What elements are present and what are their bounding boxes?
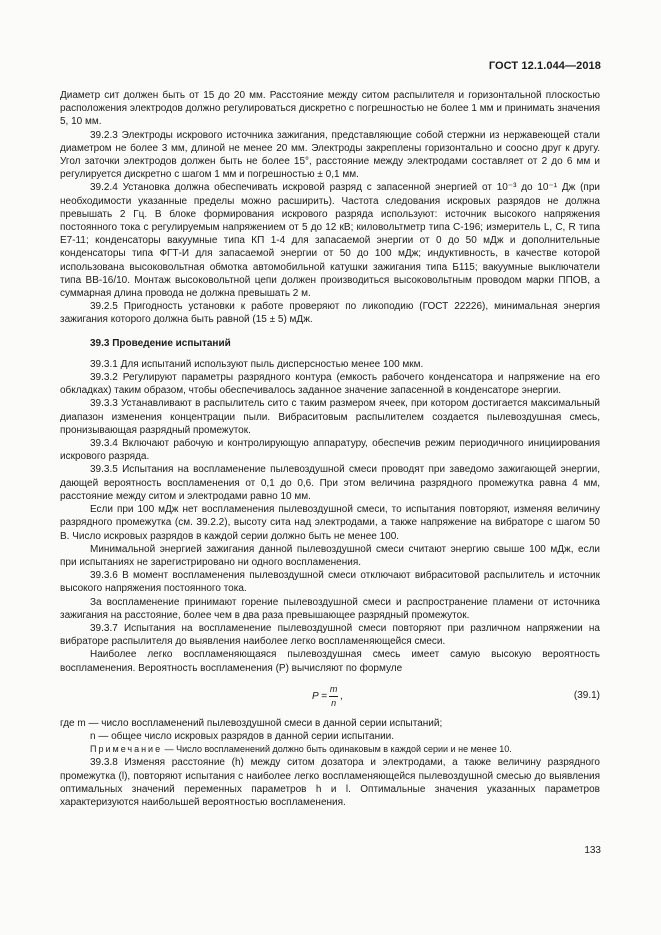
paragraph: Минимальной энергией зажигания данной пылевоздушной смеси считают энергию свыше 100 мДж, если при испытаниях не зарегистрировано ни одного воспламенения. — [60, 543, 600, 568]
formula-lhs: P = — [312, 690, 327, 702]
paragraph: 39.3.4 Включают рабочую и контролирующую аппаратуру, обеспечив режим периодичного инициирования искрового разряда. — [60, 438, 600, 463]
legend-line: n — общее число искровых разрядов в данной серии испытании. — [90, 730, 395, 742]
formula-legend — [60, 717, 600, 743]
paragraph: 39.3.5 Испытания на воспламенение пылевоздушной смеси проводят при заведомо зажигающей энергии, дающей вероятность воспламенения от 0,1 до 0,6. При этом величина разрядного промежутка равна 4 мм, расстояние между ситом и электродами равно 10 мм. — [60, 464, 600, 502]
paragraph: 39.3.1 Для испытаний используют пыль дисперсностью менее 100 мкм. — [90, 358, 424, 370]
paragraph: 39.3.6 В момент воспламенения пылевоздушной смеси отключают вибраситовой распылитель и источник высокого напряжения постоянного тока. — [60, 570, 600, 595]
paragraph: 39.2.3 Электроды искрового источника зажигания, представляющие собой стержни из нержавеющей стали диаметром не более 3 мм, длиной не менее 20 мм. Электроды закреплены горизонтально и соосно друг к другу. Угол заточки электродов должен быть не более 15°, расстояние между электродами составляет от 2 до 6 мм и регулируется дискретно с шагом 1 мм и погрешностью ± 0,1 мм. — [60, 129, 600, 181]
legend-line: где m — число воспламенений пылевоздушной смеси в данной серии испытаний; — [60, 717, 443, 729]
formula — [312, 683, 343, 710]
note-label: Примечание — [90, 744, 163, 755]
note — [60, 743, 600, 756]
note-text: — Число воспламенений должно быть одинаковым в каждой серии и не менее 10. — [162, 744, 512, 755]
paragraph: 39.2.5 Пригодность установки к работе проверяют по ликоподию (ГОСТ 22226), минимальная энергия зажигания которого должна быть равной (15 ± 5) мДж. — [60, 301, 600, 326]
paragraph: 39.2.4 Установка должна обеспечивать искровой разряд с запасенной энергией от 10⁻³ до 10⁻¹ Дж (при необходимости указанные пределы можно расширить). Частота следования искровых разрядов не должна превышать 2 Гц. В блоке формирования искрового разряда используют: источник высокого напряжения постоянного тока с регулируемым напряжением от 5 до 12 кВ; киловольтметр типа С-196; измеритель L, C, R типа Е7-11; конденсаторы вакуумные типа КП 1-4 для запасаемой энергии от 0 до 50 мДж и дополнительные конденсаторы типа ФГТ-И для запасаемой энергии от 50 до 100 мДж; индуктивность, в качестве которой использована высоковольтная обмотка автомобильной катушки зажигания типа Б115; вакуумные выключатели типа ВВ-16/10. Монтаж высоковольтной цепи должен производиться высоковольтным проводом марки ППОВ, а суммарная длина провода не должна превышать 2 м. — [60, 182, 600, 300]
paragraph: 39.3.8 Изменяя расстояние (h) между ситом дозатора и электродами, а также величину разрядного промежутка (l), повторяют испытания с наиболее легко воспламеняющейся пылевоздушной смесью до выявления оптимальных значений переменных параметров h и l. Оптимальные значения указанных параметров характеризуются наибольшей вероятностью воспламенения. — [60, 757, 600, 808]
page-number: 133 — [584, 845, 601, 856]
paragraph: Наиболее легко воспламеняющаяся пылевоздушная смесь имеет самую высокую вероятность воспламенения. Вероятность воспламенения (P) вычисляют по формуле — [60, 649, 600, 674]
paragraph: За воспламенение принимают горение пылевоздушной смеси и распространение пламени от источника зажигания на расстояние, более чем в два раза превышающее разрядный промежуток. — [60, 596, 600, 621]
formula-trail: , — [340, 690, 344, 702]
formula-block — [60, 681, 600, 711]
section-heading: 39.3 Проведение испытаний — [90, 337, 231, 349]
paragraph: Диаметр сит должен быть от 15 до 20 мм. Расстояние между ситом распылителя и горизонтальной плоскостью расположения электродов должно регулироваться дискретно с погрешностью не более 1 мм и принимать значения 5, 10 мм. — [60, 90, 600, 128]
fraction-numerator: m — [329, 683, 339, 697]
paragraph: Если при 100 мДж нет воспламенения пылевоздушной смеси, то испытания повторяют, изменяя величину разрядного промежутка (см. 39.2.2), высоту сита над электродами, а также напряжение на вибраторе с шагом 50 В. Число искровых разрядов в каждой серии должно быть не менее 100. — [60, 504, 600, 542]
document-header: ГОСТ 12.1.044—2018 — [488, 60, 601, 72]
fraction-denominator: n — [331, 697, 337, 708]
document-body — [60, 89, 600, 809]
paragraph: 39.3.7 Испытания на воспламенение пылевоздушной смеси повторяют при различном напряжении на вибраторе распылителя до выявления наиболее легко воспламеняющейся смеси. — [60, 622, 600, 648]
fraction — [329, 683, 339, 710]
paragraph: 39.3.3 Устанавливают в распылитель сито с таким размером ячеек, при котором достигается максимальный диапазон изменения концентрации пыли. Вибраситовым распылителем создается пылевоздушная смесь, пронизывающая разрядный промежуток. — [60, 398, 600, 436]
equation-number: (39.1) — [573, 689, 600, 701]
paragraph: 39.3.2 Регулируют параметры разрядного контура (емкость рабочего конденсатора и напряжение на его обкладках) таким образом, чтобы обеспечивалось заданное значение запасенной в конденсаторе энергии. — [60, 372, 600, 397]
